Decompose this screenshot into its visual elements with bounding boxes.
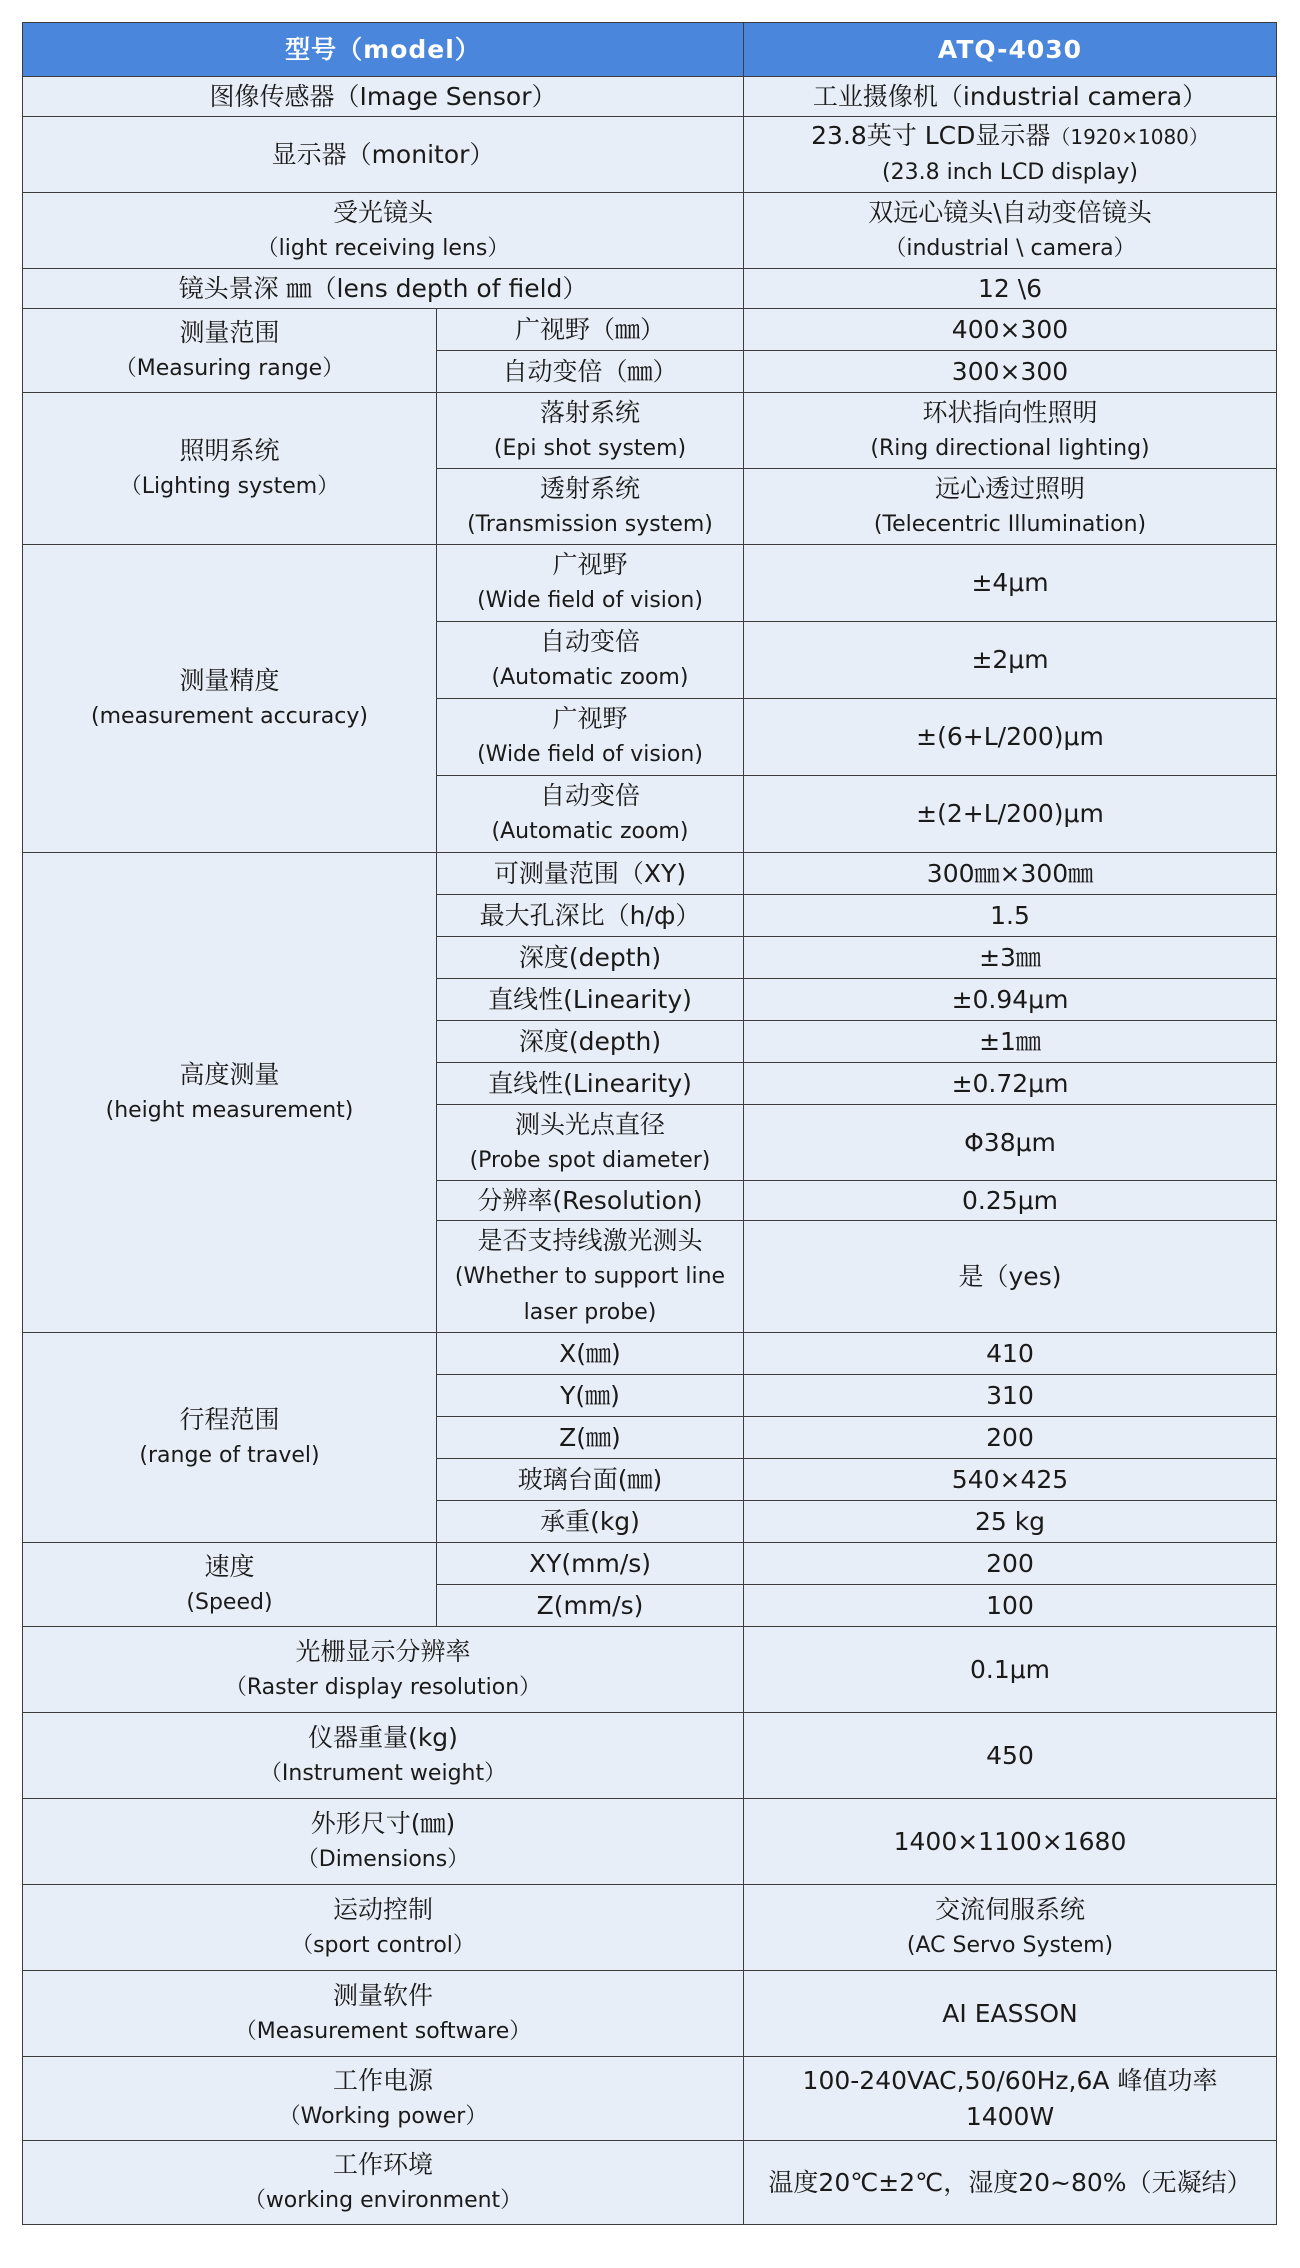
sub-value: 310 (744, 1375, 1277, 1417)
image-sensor-label: 图像传感器（Image Sensor） (23, 77, 744, 117)
monitor-value-en: (23.8 inch LCD display) (882, 160, 1138, 185)
sub-label-en: (Probe spot diameter) (469, 1147, 711, 1173)
depth-of-field-label: 镜头景深 ㎜（lens depth of field） (23, 269, 744, 309)
sub-value-en: (Telecentric Illumination) (873, 511, 1147, 537)
sub-value: 540×425 (744, 1459, 1277, 1501)
environment-value: 温度20℃±2℃，湿度20~80%（无凝结） (744, 2141, 1277, 2225)
control-cn: 运动控制 (332, 1894, 433, 1924)
sub-label: 深度(depth) (437, 1021, 744, 1063)
dimensions-cn: 外形尺寸(㎜) (310, 1808, 456, 1838)
monitor-label: 显示器（monitor） (23, 117, 744, 193)
sub-value: ±1㎜ (744, 1021, 1277, 1063)
sub-value: ±0.94μm (744, 979, 1277, 1021)
measuring-range-label (23, 309, 437, 393)
sub-label-en: (Wide field of vision) (477, 742, 703, 767)
table-row (23, 193, 1277, 269)
table-row (23, 853, 1277, 895)
sub-label-cn: 测头光点直径 (514, 1109, 665, 1139)
table-row (23, 1713, 1277, 1799)
environment-label (23, 2141, 744, 2225)
sub-label (437, 469, 744, 545)
lighting-en: （Lighting system） (119, 473, 340, 499)
sub-label: 深度(depth) (437, 937, 744, 979)
raster-en: （Raster display resolution） (224, 1674, 542, 1700)
sub-value: ±(6+L/200)μm (744, 699, 1277, 776)
table-row (23, 1885, 1277, 1971)
sub-value-en: (Ring directional lighting) (870, 435, 1150, 461)
sub-value: ±2μm (744, 622, 1277, 699)
travel-cn: 行程范围 (179, 1404, 280, 1434)
sub-label: 可测量范围（XY) (437, 853, 744, 895)
sub-value: 是（yes) (744, 1221, 1277, 1333)
software-value: AI EASSON (744, 1971, 1277, 2057)
sub-value: 1.5 (744, 895, 1277, 937)
height-label (23, 853, 437, 1333)
header-model: ATQ-4030 (744, 23, 1277, 77)
lens-label-en: （light receiving lens） (256, 235, 510, 261)
lens-value-cn: 双远心镜头\自动变倍镜头 (868, 197, 1152, 227)
sub-value: Φ38μm (744, 1105, 1277, 1181)
sub-label-en: (Transmission system) (467, 511, 713, 537)
table-row (23, 269, 1277, 309)
dimensions-value: 1400×1100×1680 (744, 1799, 1277, 1885)
sub-label: 玻璃台面(㎜) (437, 1459, 744, 1501)
sub-value-cn: 远心透过照明 (934, 473, 1085, 503)
sub-label: XY(mm/s) (437, 1543, 744, 1585)
sub-value-cn: 环状指向性照明 (922, 397, 1098, 427)
sub-label-cn: 自动变倍 (539, 781, 640, 810)
monitor-value-line (750, 118, 1270, 155)
dimensions-label (23, 1799, 744, 1885)
sub-label (437, 622, 744, 699)
sub-label (437, 393, 744, 469)
accuracy-label (23, 545, 437, 853)
table-row (23, 545, 1277, 622)
lens-label (23, 193, 744, 269)
sub-label-en: (Wide field of vision) (477, 588, 703, 613)
control-en: （sport control） (291, 1932, 475, 1958)
sub-value: ±(2+L/200)μm (744, 776, 1277, 853)
sub-value: 410 (744, 1333, 1277, 1375)
image-sensor-value: 工业摄像机（industrial camera） (744, 77, 1277, 117)
sub-label: 自动变倍（㎜） (437, 351, 744, 393)
weight-cn: 仪器重量(kg) (308, 1722, 458, 1752)
sub-label (437, 776, 744, 853)
table-row (23, 2141, 1277, 2225)
power-label (23, 2057, 744, 2141)
sub-value: 0.25μm (744, 1181, 1277, 1221)
sub-value (744, 393, 1277, 469)
table-row (23, 2057, 1277, 2141)
software-label (23, 1971, 744, 2057)
header-row (23, 23, 1277, 77)
sub-value: 400×300 (744, 309, 1277, 351)
lighting-label (23, 393, 437, 545)
speed-en: (Speed) (186, 1589, 273, 1615)
sub-label-en: (Whether to support line (454, 1263, 726, 1289)
sub-label-cn: 广视野 (552, 704, 628, 733)
table-row (23, 393, 1277, 469)
sub-value: 25 kg (744, 1501, 1277, 1543)
sub-label: 最大孔深比（h/ф） (437, 895, 744, 937)
sub-label: Z(㎜) (437, 1417, 744, 1459)
sub-value: 300×300 (744, 351, 1277, 393)
sub-value: 300㎜×300㎜ (744, 853, 1277, 895)
raster-label (23, 1627, 744, 1713)
sub-label-en: laser probe) (523, 1299, 657, 1325)
sub-label-cn: 是否支持线激光测头 (477, 1225, 703, 1255)
sub-label: Y(㎜) (437, 1375, 744, 1417)
software-cn: 测量软件 (332, 1980, 433, 2010)
speed-cn: 速度 (204, 1551, 255, 1581)
measuring-range-cn: 测量范围 (179, 317, 280, 347)
table-row (23, 1627, 1277, 1713)
weight-label (23, 1713, 744, 1799)
sub-label: 直线性(Linearity) (437, 1063, 744, 1105)
sub-label-cn: 落射系统 (539, 397, 640, 427)
dimensions-en: （Dimensions） (296, 1846, 470, 1872)
sub-label: Z(mm/s) (437, 1585, 744, 1627)
power-en: （Working power） (278, 2103, 488, 2129)
power-value (744, 2057, 1277, 2141)
monitor-size: 23.8英寸 LCD显示器 (811, 121, 1051, 150)
measuring-range-en: （Measuring range） (114, 355, 345, 381)
spec-table (22, 22, 1277, 2225)
sub-value (744, 469, 1277, 545)
sub-label-cn: 自动变倍 (539, 627, 640, 656)
table-row (23, 1971, 1277, 2057)
control-value (744, 1885, 1277, 1971)
sub-value: 200 (744, 1543, 1277, 1585)
sub-value: ±3㎜ (744, 937, 1277, 979)
power-value-line1: 100-240VAC,50/60Hz,6A 峰值功率 (802, 2065, 1218, 2095)
sub-value: 200 (744, 1417, 1277, 1459)
raster-value: 0.1μm (744, 1627, 1277, 1713)
weight-en: （Instrument weight） (259, 1760, 507, 1786)
power-cn: 工作电源 (332, 2065, 433, 2095)
sub-label-en: (Automatic zoom) (491, 665, 689, 690)
table-row (23, 1543, 1277, 1585)
sub-label-en: (Epi shot system) (493, 435, 687, 461)
lens-value-en: （industrial \ camera） (884, 235, 1136, 261)
travel-label (23, 1333, 437, 1543)
sub-label-cn: 透射系统 (539, 473, 640, 503)
software-en: （Measurement software） (234, 2018, 532, 2044)
table-row (23, 117, 1277, 193)
height-cn: 高度测量 (179, 1059, 280, 1089)
weight-value: 450 (744, 1713, 1277, 1799)
sub-value: ±0.72μm (744, 1063, 1277, 1105)
sub-label (437, 1105, 744, 1181)
table-row (23, 1333, 1277, 1375)
sub-label (437, 545, 744, 622)
environment-cn: 工作环境 (332, 2149, 433, 2179)
lens-value (744, 193, 1277, 269)
environment-en: （working environment） (243, 2187, 523, 2213)
height-en: (height measurement) (105, 1097, 354, 1123)
sub-label: 承重(kg) (437, 1501, 744, 1543)
control-value-cn: 交流伺服系统 (934, 1894, 1085, 1924)
sub-label: X(㎜) (437, 1333, 744, 1375)
sub-value: ±4μm (744, 545, 1277, 622)
control-label (23, 1885, 744, 1971)
lighting-cn: 照明系统 (179, 435, 280, 465)
monitor-resolution: （1920×1080） (1050, 125, 1209, 149)
speed-label (23, 1543, 437, 1627)
raster-cn: 光栅显示分辨率 (295, 1636, 471, 1666)
lens-label-cn: 受光镜头 (332, 197, 433, 227)
accuracy-cn: 测量精度 (179, 665, 280, 695)
travel-en: (range of travel) (139, 1442, 320, 1468)
sub-label (437, 1221, 744, 1333)
sub-value: 100 (744, 1585, 1277, 1627)
sub-label: 直线性(Linearity) (437, 979, 744, 1021)
table-row (23, 309, 1277, 351)
power-value-line2: 1400W (965, 2101, 1055, 2131)
monitor-value (744, 117, 1277, 193)
accuracy-en: (measurement accuracy) (91, 703, 368, 729)
sub-label (437, 699, 744, 776)
sub-label-cn: 广视野 (552, 550, 628, 579)
table-row (23, 77, 1277, 117)
table-row (23, 1799, 1277, 1885)
sub-label-en: (Automatic zoom) (491, 819, 689, 844)
control-value-en: (AC Servo System) (906, 1932, 1114, 1958)
header-label: 型号（model） (23, 23, 744, 77)
sub-label: 广视野（㎜） (437, 309, 744, 351)
depth-of-field-value: 12 \6 (744, 269, 1277, 309)
sub-label: 分辨率(Resolution) (437, 1181, 744, 1221)
